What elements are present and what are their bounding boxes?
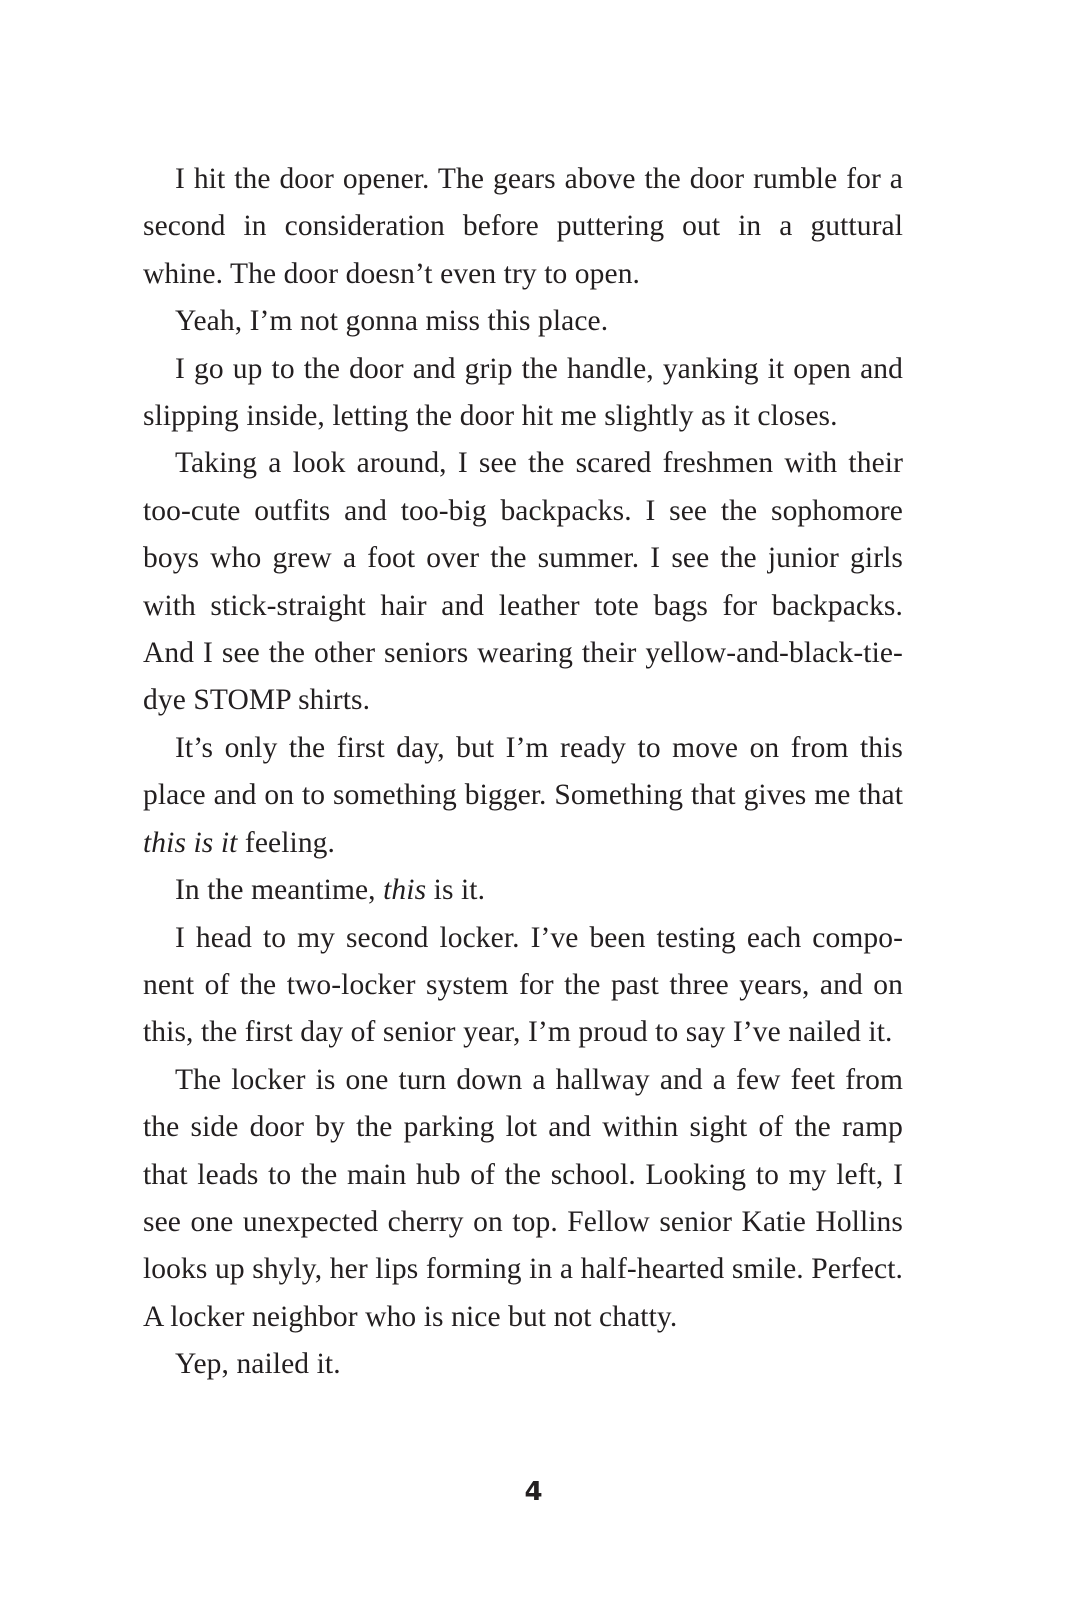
paragraph [143, 915, 903, 1057]
paragraph [143, 440, 903, 724]
paragraph [143, 867, 903, 914]
paragraph-text: Yep, nailed it. [175, 1348, 341, 1381]
body-text [143, 156, 903, 1389]
page-number: 4 [524, 1477, 543, 1507]
paragraph [143, 725, 903, 867]
paragraph-text: In the meantime, [175, 874, 384, 907]
paragraph-text: Taking a look around, I see the scared freshmen with their too-cute outfits and too-big backpacks. I see the sophomore boys who grew a foot over the summer. I see the junior girls with stick-straight hair and leather tote bags for backpacks. And I see the other seniors wearing their yellow-and-black-tie-dye STOMP shirts. [143, 447, 903, 717]
paragraph-text: feeling. [237, 826, 336, 859]
paragraph-text: is it. [426, 874, 486, 907]
paragraph [143, 156, 903, 298]
paragraph-text: I go up to the door and grip the handle, yanking it open and slipping inside, letting the door hit me slightly as it closes. [143, 352, 903, 433]
paragraph-text: The locker is one turn down a hallway and a few feet from the side door by the parking lot and within sight of the ramp that leads to the main hub of the school. Looking to my left, I see one unexpected cherry on top. Fellow senior Katie Hollins looks up shyly, her lips forming in a half-hearted smile. Perfect. A locker neighbor who is nice but not chatty. [143, 1063, 903, 1333]
paragraph-text: It’s only the first day, but I’m ready to move on from this place and on to something bigger. Something that gives me that [143, 731, 903, 812]
paragraph-text: Yeah, I’m not gonna miss this place. [175, 305, 609, 338]
paragraph [143, 1057, 903, 1341]
paragraph [143, 346, 903, 441]
paragraph [143, 1341, 903, 1388]
paragraph-text: I head to my second locker. I’ve been testing each compo-nent of the two-locker system for the past three years, and on this, the first day of senior year, I’m proud to say I’ve nailed it. [143, 921, 903, 1049]
paragraph [143, 298, 903, 345]
paragraph-text: I hit the door opener. The gears above the door rumble for a second in consideration before puttering out in a guttural whine. The door doesn’t even try to open. [143, 163, 903, 290]
italic-word: this [383, 874, 427, 907]
italic-phrase: this is it [143, 826, 238, 859]
